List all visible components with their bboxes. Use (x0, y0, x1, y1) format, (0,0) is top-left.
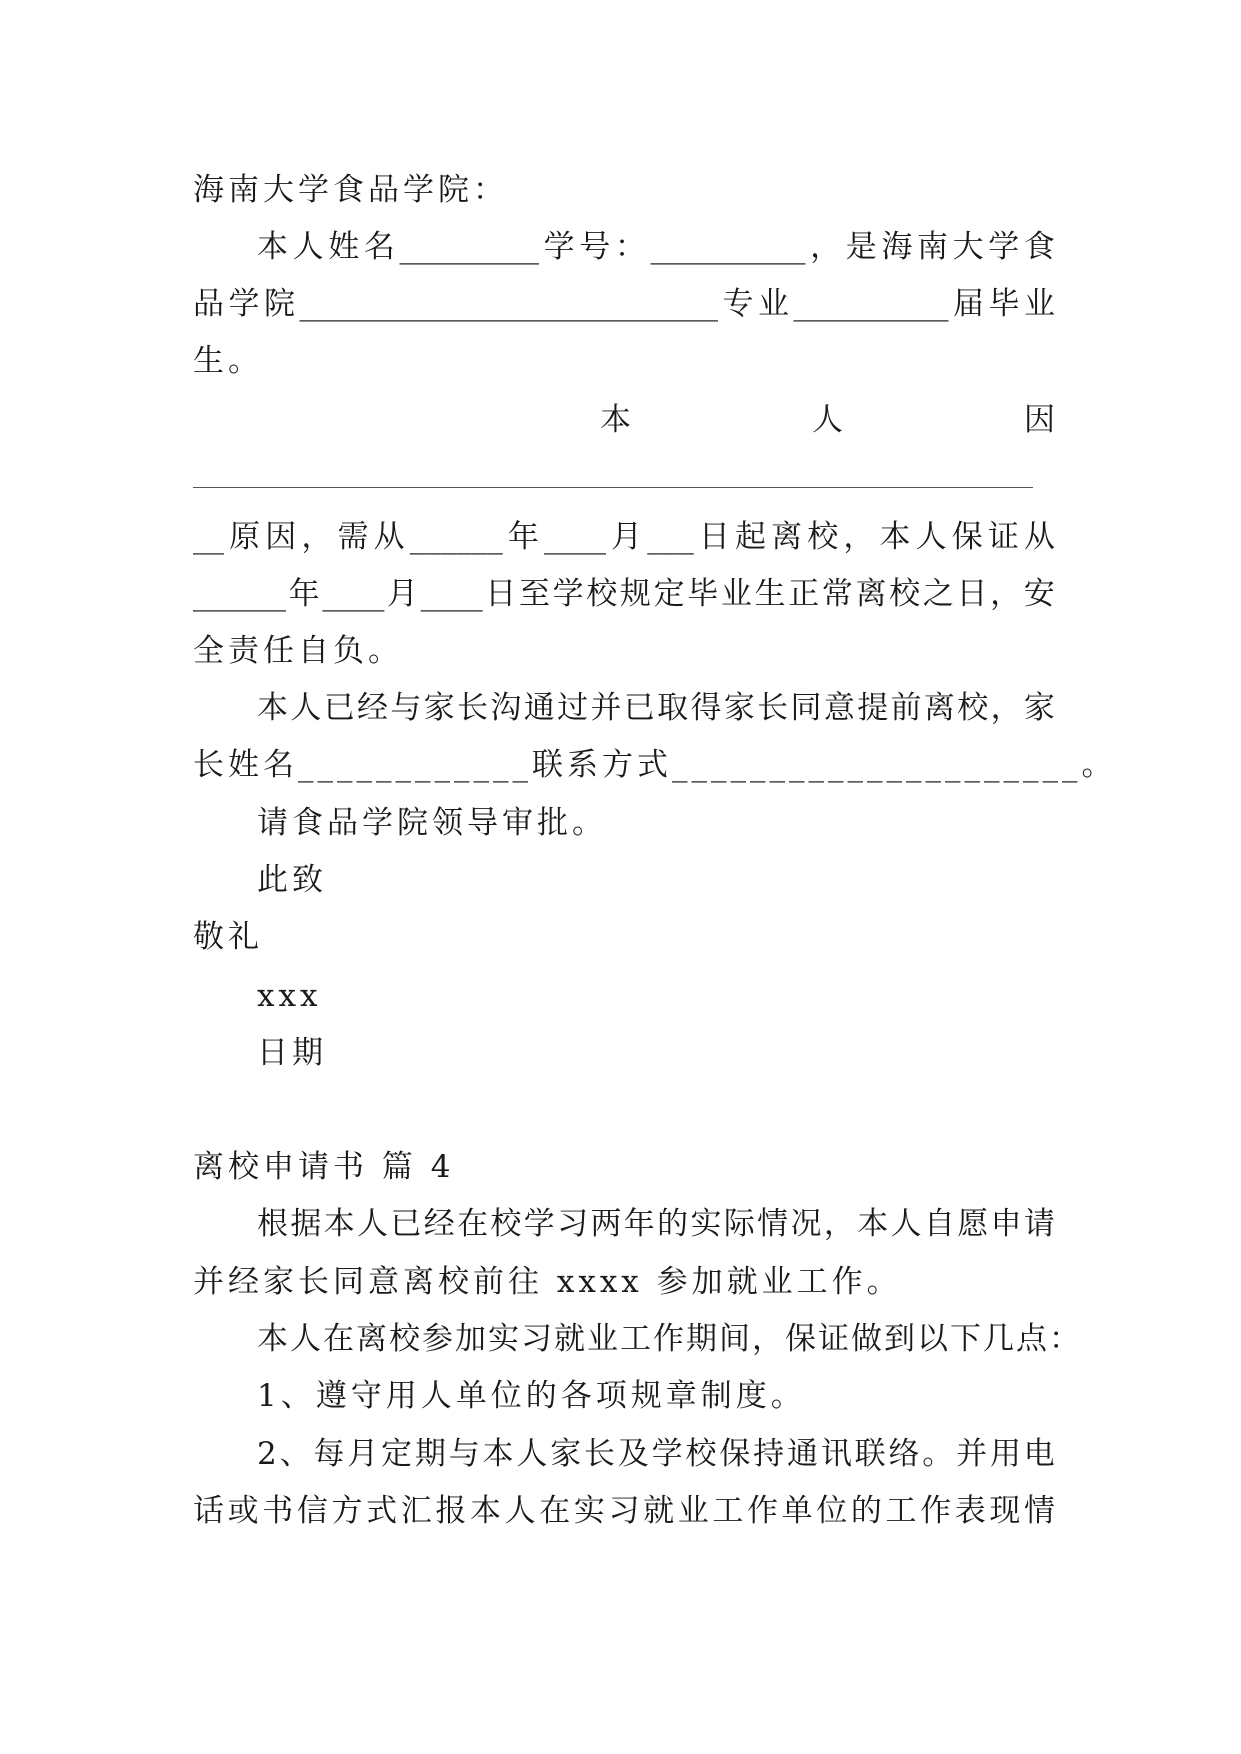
text-run: 习 (608, 1493, 640, 1529)
text-run: 离 (923, 690, 955, 726)
text-run: 业 (1024, 286, 1055, 322)
text-run: 意 (823, 690, 855, 726)
text-run: 单 (781, 1493, 813, 1529)
signature: xxx (257, 978, 322, 1014)
text-run: 与 (448, 1436, 480, 1472)
text-run: 定 (381, 1436, 413, 1472)
text-run: 请 (1023, 1206, 1055, 1242)
text-run: 并 (956, 1436, 988, 1472)
text-run: 学 (523, 1206, 555, 1242)
text-run: 前 (890, 690, 922, 726)
text-run: ______ (193, 576, 286, 612)
text-run: 毕 (988, 286, 1020, 322)
text-run: 日 (956, 576, 988, 612)
text-run: 离 (855, 576, 887, 612)
text-run: 常 (821, 576, 853, 612)
text-run: 2 (257, 1436, 277, 1472)
text-run: 联 (854, 1436, 886, 1472)
closing-line: 敬礼 (193, 919, 263, 955)
reason-blank-line (193, 487, 1033, 488)
text-run: 学 (543, 229, 575, 265)
text-run: 实 (573, 1493, 605, 1529)
text-run: 学 (552, 576, 584, 612)
text-run: 毕 (687, 576, 719, 612)
text-run: __ (193, 519, 224, 555)
text-run: 工 (885, 1493, 917, 1529)
paragraph-line (193, 1489, 1055, 1533)
text-run: 络 (888, 1436, 920, 1472)
text-run: 校 (490, 1206, 522, 1242)
text-run: 作 (747, 1493, 778, 1529)
date-label: 日期 (257, 1035, 327, 1071)
text-run: 或 (227, 1493, 259, 1529)
text-run: 通 (523, 690, 555, 726)
text-run: 本 (470, 1493, 501, 1529)
text-run: 院 (264, 286, 295, 322)
text-run: 得 (690, 690, 722, 726)
text-run: 、 (279, 1436, 311, 1472)
paragraph-line (193, 282, 1055, 326)
text-run: 电 (1023, 1436, 1055, 1472)
paragraph-line: 生。 (193, 343, 263, 379)
text-run: 年 (288, 576, 320, 612)
text-run: ， (810, 229, 842, 265)
text-run: 人 (357, 1206, 389, 1242)
text-run: 表 (954, 1493, 986, 1529)
text-run: 据 (290, 1206, 322, 1242)
text-run: __________ (650, 229, 806, 265)
text-run: ___ (647, 519, 694, 555)
text-run: 的 (657, 1206, 689, 1242)
text-run: 及 (617, 1436, 649, 1472)
text-run: 因 (265, 519, 297, 555)
text-run: 愿 (957, 1206, 989, 1242)
text-run: 方 (331, 1493, 363, 1529)
text-run: 本 (879, 519, 911, 555)
text-run: ____ (544, 519, 606, 555)
text-run: 的 (850, 1493, 882, 1529)
text-run: 届 (953, 286, 984, 322)
text-run: 讯 (820, 1436, 852, 1472)
text-run: 姓 (328, 229, 360, 265)
text-run: 离 (771, 519, 803, 555)
text-run: 经 (423, 1206, 455, 1242)
text-run: 保 (951, 519, 983, 555)
text-run: 际 (723, 1206, 755, 1242)
text-run: 月 (611, 519, 643, 555)
text-run: 月 (386, 576, 418, 612)
text-run: 食 (1023, 229, 1055, 265)
closing-line: 此致 (257, 862, 327, 898)
text-run: 沟 (490, 690, 522, 726)
text-run: 已 (623, 690, 655, 726)
text-run: 证 (987, 519, 1019, 555)
text-run: 是 (845, 229, 877, 265)
text-run: 在 (457, 1206, 489, 1242)
text-run: 本 (323, 1206, 355, 1242)
text-run: 长 (457, 690, 489, 726)
text-run: 大 (952, 229, 984, 265)
text-run: 本 (857, 1206, 889, 1242)
list-item (257, 1432, 1055, 1476)
text-run: 南 (917, 229, 948, 265)
text-run: 持 (753, 1436, 785, 1472)
list-item: 1、遵守用人单位的各项规章制度。 (257, 1378, 806, 1414)
text-run: 况 (790, 1206, 822, 1242)
text-run: 经 (357, 690, 389, 726)
text-run: 需 (337, 519, 369, 555)
text-run: 年 (623, 1206, 655, 1242)
text-run: 年 (507, 519, 539, 555)
text-run: ____ (322, 576, 385, 612)
text-run: 原 (229, 519, 261, 555)
text-run: 汇 (400, 1493, 432, 1529)
text-run: 工 (712, 1493, 744, 1529)
text-run: 名 (363, 229, 395, 265)
text-run: 情 (1024, 1493, 1055, 1529)
text-run: _________ (399, 229, 539, 265)
text-run: 已 (390, 1206, 422, 1242)
text-run: 取 (657, 690, 689, 726)
text-run: ___________________________ (299, 286, 718, 322)
text-run: 至 (518, 576, 550, 612)
text-run: 并 (590, 690, 622, 726)
text-run: 信 (296, 1493, 328, 1529)
text-run: 长 (757, 690, 789, 726)
text-run: 之 (922, 576, 954, 612)
paragraph-line: 本人在离校参加实习就业工作期间，保证做到以下几点： (257, 1321, 1082, 1357)
text-run: ： (614, 229, 646, 265)
text-run: 规 (619, 576, 651, 612)
text-run: 业 (720, 576, 752, 612)
text-run: 式 (366, 1493, 398, 1529)
request-line: 请食品学院领导审批。 (257, 805, 607, 841)
text-run: 长 (584, 1436, 616, 1472)
text-run: 通 (786, 1436, 818, 1472)
text-run: 报 (435, 1493, 467, 1529)
text-run: __________ (793, 286, 949, 322)
text-run: 正 (788, 576, 820, 612)
text-run: 已 (323, 690, 355, 726)
text-run: 。 (922, 1436, 954, 1472)
text-run: 人 (290, 690, 322, 726)
text-run: 生 (754, 576, 786, 612)
text-run: 习 (557, 1206, 589, 1242)
text-run: 在 (539, 1493, 571, 1529)
text-run: ， (823, 1206, 855, 1242)
text-run: ， (990, 576, 1022, 612)
text-run: 学 (228, 286, 260, 322)
text-run: 申 (990, 1206, 1022, 1242)
text-run: 专 (722, 286, 754, 322)
reason-char: 人 (812, 402, 843, 438)
reason-char: 因 (1024, 402, 1055, 438)
text-run: 定 (653, 576, 685, 612)
paragraph-line (257, 686, 1055, 730)
text-run: 实 (690, 1206, 722, 1242)
text-run: 起 (735, 519, 766, 555)
reason-line (600, 398, 1055, 442)
text-run: 过 (557, 690, 589, 726)
text-run: ， (990, 690, 1022, 726)
text-run: 就 (643, 1493, 675, 1529)
text-run: 期 (414, 1436, 446, 1472)
text-run: 业 (677, 1493, 709, 1529)
text-run: 根 (257, 1206, 288, 1242)
text-run: 校 (889, 576, 921, 612)
text-run: 学 (988, 229, 1020, 265)
text-run: 两 (590, 1206, 622, 1242)
text-run: 校 (685, 1436, 717, 1472)
text-run: 日 (698, 519, 730, 555)
paragraph-line (257, 225, 1055, 269)
text-run: 品 (193, 286, 224, 322)
section-title: 离校申请书 篇 4 (193, 1149, 455, 1185)
text-run: 书 (262, 1493, 294, 1529)
text-run: ， (301, 519, 333, 555)
text-run: 本 (257, 229, 288, 265)
text-run: 情 (757, 1206, 789, 1242)
text-run: 人 (915, 519, 947, 555)
text-run: 家 (723, 690, 755, 726)
text-run: 作 (920, 1493, 952, 1529)
text-run: 校 (957, 690, 989, 726)
text-run: 人 (292, 229, 324, 265)
text-run: 月 (347, 1436, 379, 1472)
text-run: 人 (890, 1206, 922, 1242)
text-run: 与 (390, 690, 422, 726)
paragraph-line: 并经家长同意离校前往 xxxx 参加就业工作。 (193, 1264, 902, 1300)
text-run: 本 (257, 690, 288, 726)
text-run: 自 (923, 1206, 955, 1242)
paragraph-line: 全责任自负。 (193, 633, 403, 669)
text-run: 业 (758, 286, 789, 322)
text-run: 本 (482, 1436, 514, 1472)
text-run: 位 (816, 1493, 848, 1529)
text-run: 家 (423, 690, 455, 726)
text-run: 安 (1023, 576, 1055, 612)
text-run: 校 (586, 576, 618, 612)
text-run: 提 (857, 690, 889, 726)
text-run: 人 (504, 1493, 536, 1529)
text-run: 日 (485, 576, 517, 612)
paragraph-line (257, 1202, 1055, 1246)
text-run: ， (843, 519, 875, 555)
addressee: 海南大学食品学院： (193, 172, 508, 208)
text-run: 同 (790, 690, 822, 726)
paragraph-line (193, 515, 1055, 559)
text-run: 每 (313, 1436, 345, 1472)
text-run: 海 (881, 229, 913, 265)
paragraph-line: 长姓名____________联系方式_____________________。 (193, 747, 1117, 783)
text-run: 校 (807, 519, 839, 555)
text-run: 号 (579, 229, 611, 265)
text-run: 话 (193, 1493, 224, 1529)
text-run: 从 (1024, 519, 1055, 555)
text-run: ____ (420, 576, 483, 612)
text-run: 从 (373, 519, 405, 555)
text-run: ______ (409, 519, 503, 555)
text-run: 保 (719, 1436, 751, 1472)
text-run: 人 (516, 1436, 548, 1472)
text-run: 用 (989, 1436, 1021, 1472)
reason-char: 本 (600, 402, 631, 438)
text-run: 家 (1023, 690, 1055, 726)
text-run: 家 (550, 1436, 582, 1472)
text-run: 现 (989, 1493, 1021, 1529)
paragraph-line (193, 572, 1055, 616)
text-run: 学 (651, 1436, 683, 1472)
